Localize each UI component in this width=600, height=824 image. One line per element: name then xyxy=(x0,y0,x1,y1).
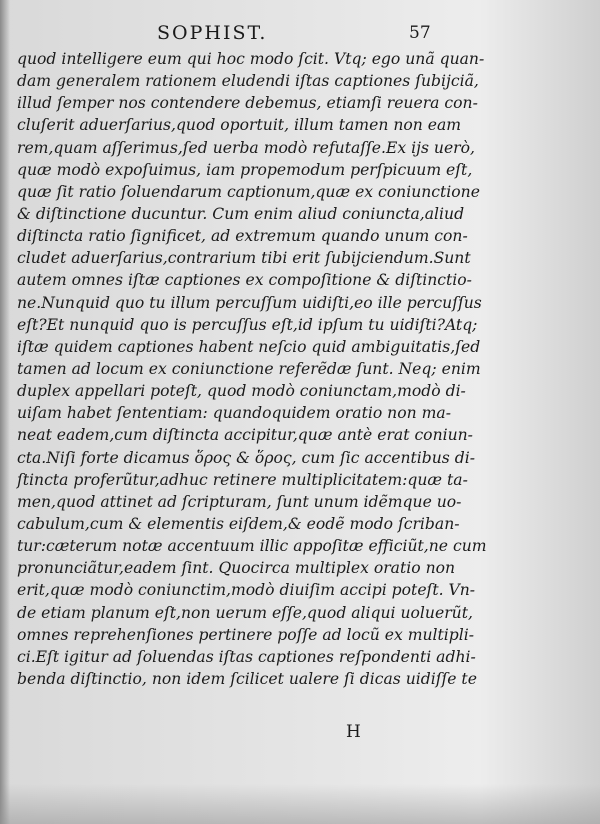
text-line: neat eadem,cum diſtincta accipitur,quæ antè erat coniun- xyxy=(17,426,473,445)
page-number: 57 xyxy=(409,23,431,43)
text-line: duplex appellari poteſt, quod modò coniunctam,modò di- xyxy=(17,382,466,401)
text-line: iſtæ quidem captiones habent neſcio quid ambiguitatis,ſed xyxy=(17,337,481,356)
text-line: pronunciãtur,eadem ſint. Quocirca multiplex oratio non xyxy=(17,559,456,578)
text-line: eſt?Et nunquid quo is percuſſus eſt,id ipſum tu uidiſti?Atq; xyxy=(17,315,478,334)
text-line: uiſam habet ſententiam: quandoquidem oratio non ma- xyxy=(17,404,451,423)
text-line: cludet aduerſarius,contrarium tibi erit ſubijciendum.Sunt xyxy=(17,249,471,268)
text-line: quod intelligere eum qui hoc modo ſcit. Vtq; ego unã quan- xyxy=(17,50,485,68)
body-text xyxy=(17,48,487,690)
text-line: erit,quæ modò coniunctim,modò diuiſim accipi poteſt. Vn- xyxy=(17,581,476,600)
text-line: ne.Nunquid quo tu illum percuſſum uidiſti,eo ille percuſſus xyxy=(17,293,482,312)
text-line: cluſerit aduerſarius,quod oportuit, illum tamen non eam xyxy=(17,116,462,135)
text-line: diſtincta ratio ſignificet, ad extremum quando unum con- xyxy=(17,227,468,246)
text-line: cabulum,cum & elementis eiſdem,& eodẽ modo ſcriban- xyxy=(17,514,460,533)
text-line: benda diſtinctio, non idem ſcilicet ualere ſi dicas uidiſſe te xyxy=(17,669,477,688)
text-line: rem,quam aſſerimus,ſed uerba modò refutaſſe.Ex ijs uerò, xyxy=(17,138,475,157)
text-line: autem omnes iſtæ captiones ex compoſitione & diſtinctio- xyxy=(17,271,472,290)
text-line: cta.Niſi forte dicamus ὅρος & ὅρος, cum ſic accentibus di- xyxy=(17,448,475,467)
text-line: men,quod attinet ad ſcripturam, ſunt unum idẽmque uo- xyxy=(17,492,462,511)
page-header xyxy=(0,22,600,46)
text-line: tur:cæterum notæ accentuum illic appoſitæ efficiũt,ne cum xyxy=(17,537,487,556)
text-line: tamen ad locum ex coniunctione referẽdæ ſunt. Neq; enim xyxy=(17,359,481,378)
text-line: de etiam planum eſt,non uerum eſſe,quod aliqui uoluerũt, xyxy=(17,603,473,622)
text-line: ci.Eſt igitur ad ſoluendas iſtas captiones reſpondenti adhi- xyxy=(17,647,476,666)
signature-mark: H xyxy=(346,722,361,742)
text-line: ſtincta proferũtur,adhuc retinere multiplicitatem:quæ ta- xyxy=(17,470,468,489)
text-line: & diſtinctione ducuntur. Cum enim aliud coniuncta,aliud xyxy=(17,204,465,223)
bottom-edge-shadow xyxy=(0,784,600,824)
text-line: dam generalem rationem eludendi iſtas captiones ſubijciã, xyxy=(17,72,479,91)
gutter-shadow xyxy=(0,0,10,824)
text-line: illud ſemper nos contendere debemus, etiamſi reuera con- xyxy=(17,94,478,113)
text-line: omnes reprehenſiones pertinere poſſe ad locũ ex multipli- xyxy=(17,625,474,644)
text-line: quæ modò expoſuimus, iam propemodum perſpicuum eſt, xyxy=(17,160,473,179)
text-line: quæ ſit ratio ſoluendarum captionum,quæ ex coniunctione xyxy=(17,182,480,201)
running-head: SOPHIST. xyxy=(157,22,268,44)
